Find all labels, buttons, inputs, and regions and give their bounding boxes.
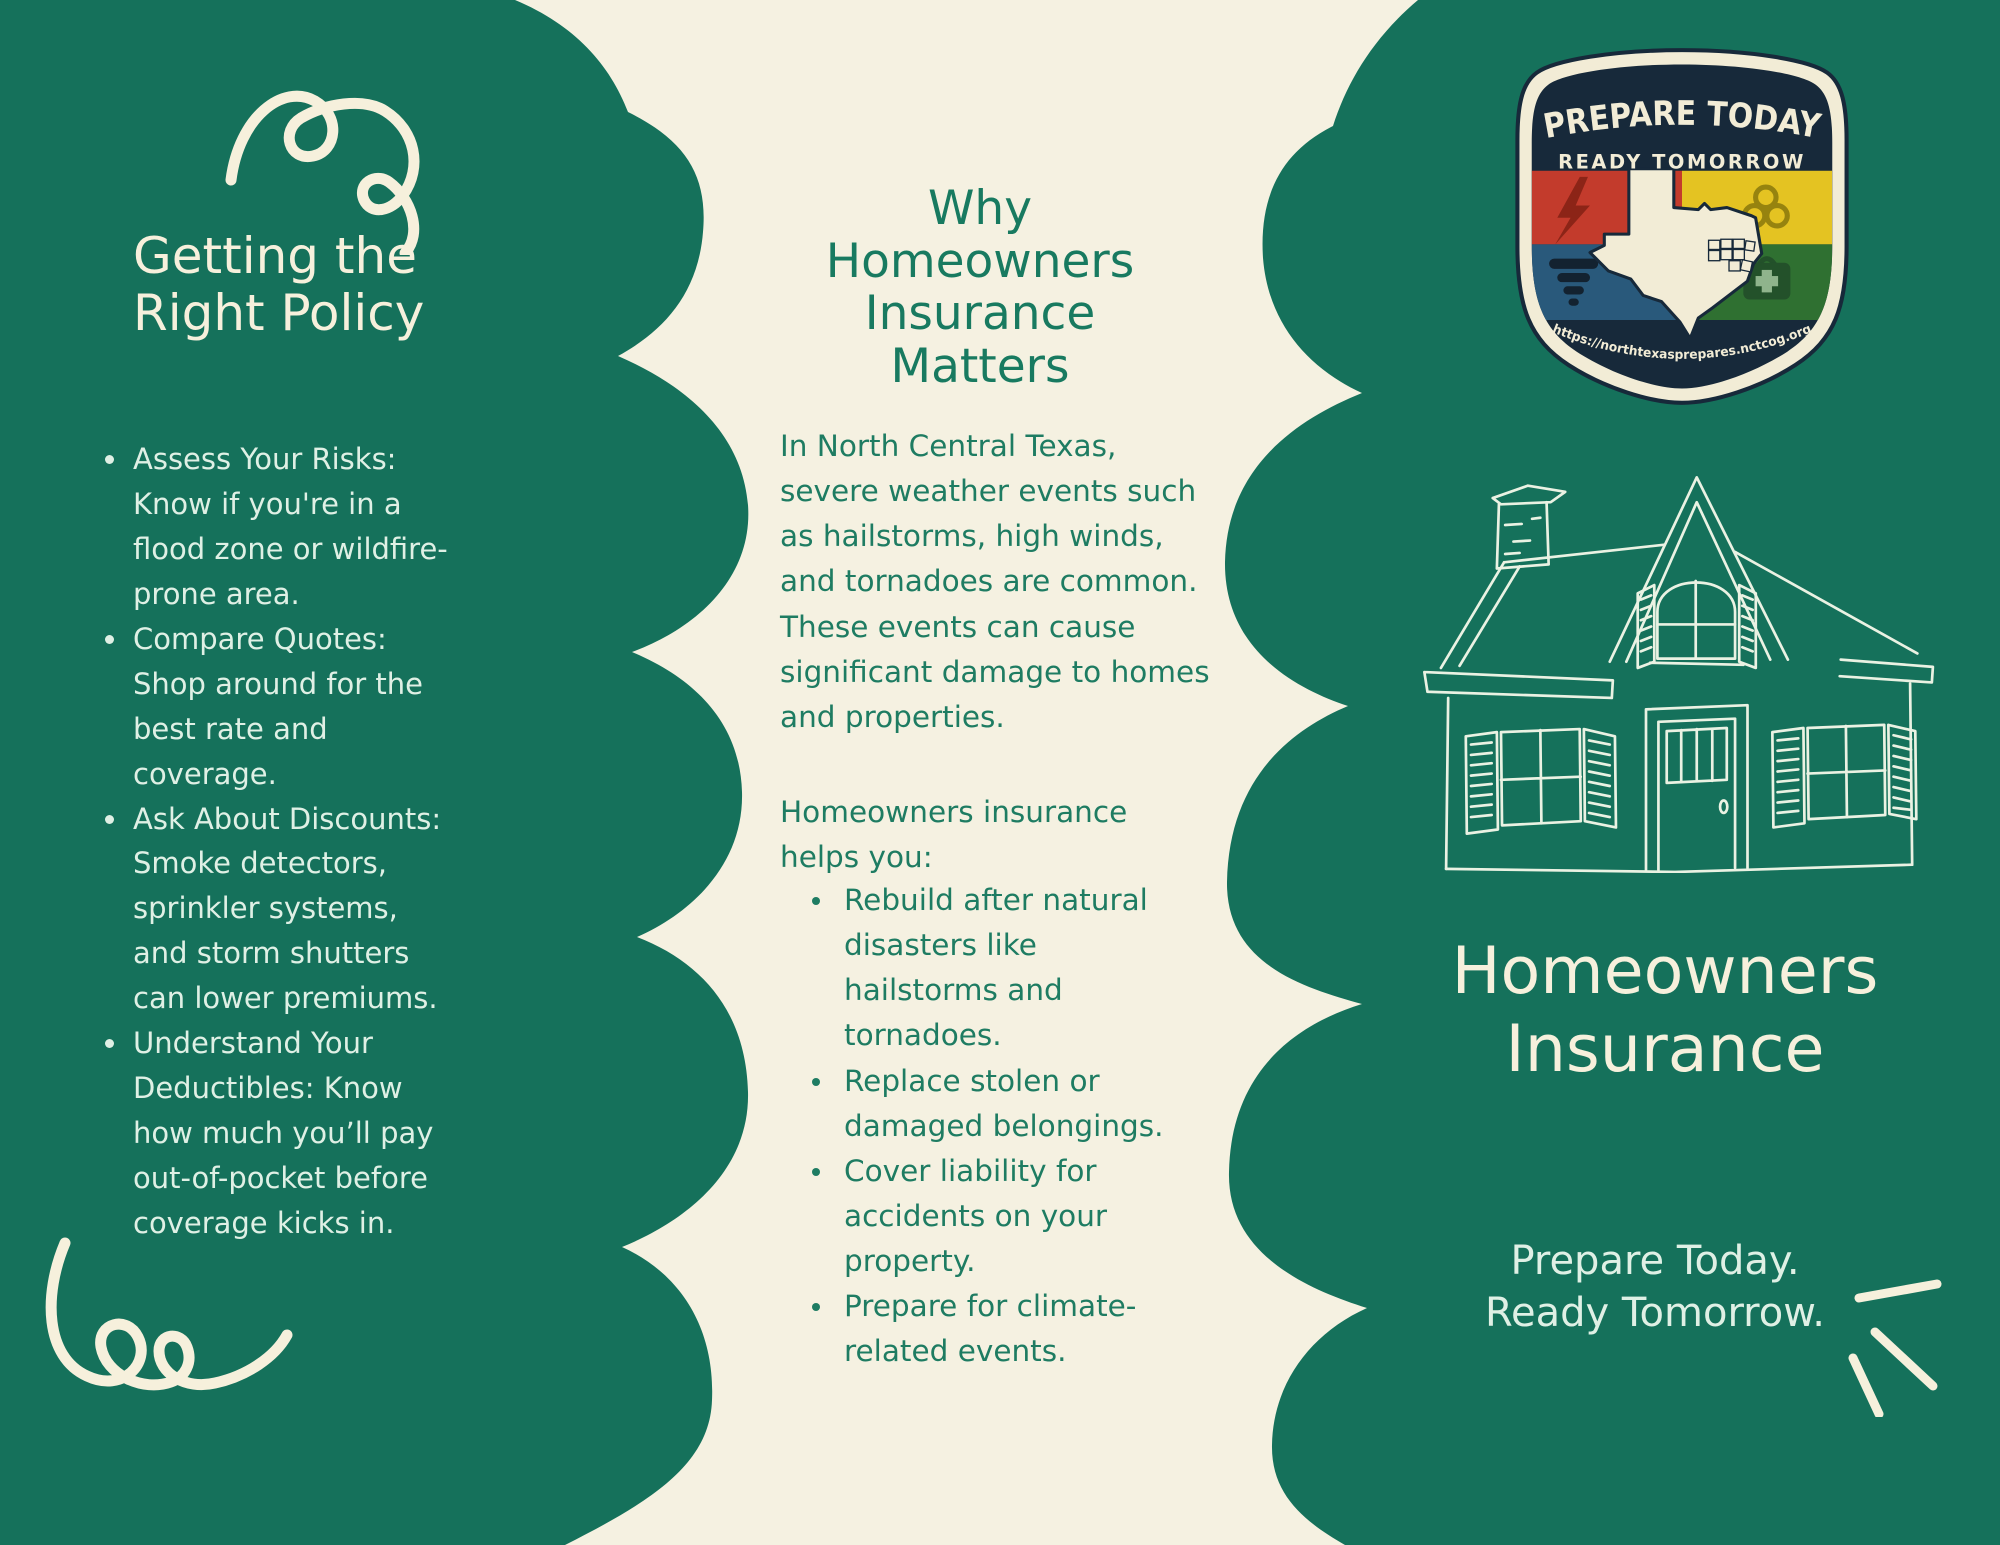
middle-panel-intro: Homeowners insurance helps you:	[780, 795, 1128, 875]
tagline-line: Prepare Today.	[1510, 1238, 1800, 1284]
left-panel-list	[105, 437, 455, 1246]
list-item: Rebuild after natural disasters like hailstorms and tornadoes.	[812, 878, 1184, 1059]
left-panel-heading: Getting the Right Policy	[133, 227, 425, 342]
list-item: Assess Your Risks: Know if you're in a flood zone or wildfire-prone area.	[105, 437, 455, 617]
squiggle-top-left-icon	[225, 55, 460, 255]
middle-panel-heading: Why Homeowners Insurance Matters	[825, 181, 1135, 394]
arched-window	[1638, 581, 1756, 668]
list-item: Compare Quotes: Shop around for the best rate and coverage.	[105, 617, 455, 797]
house-line-art	[1405, 438, 1945, 873]
list-item: Prepare for climate-related events.	[812, 1284, 1184, 1374]
list-item: Understand Your Deductibles: Know how much you’ll pay out-of-pocket before coverage kicks in.	[105, 1021, 455, 1246]
tagline-line: Ready Tomorrow.	[1485, 1290, 1825, 1336]
sparkle-dashes-icon	[1845, 1272, 1950, 1417]
badge-url-text: https://northtexasprepares.nctcog.org	[1550, 321, 1814, 363]
prepare-today-badge	[1498, 44, 1866, 412]
list-item: Replace stolen or damaged belongings.	[812, 1059, 1184, 1149]
badge-subtitle-text: READY TOMORROW	[1558, 150, 1806, 174]
front-door	[1646, 705, 1748, 870]
middle-panel-paragraph: In North Central Texas, severe weather events such as hailstorms, high winds, and tornadoes are common. These events can cause significant damage to homes and properties.	[780, 429, 1210, 734]
squiggle-bottom-left-icon	[35, 1235, 305, 1445]
list-item: Ask About Discounts: Smoke detectors, sprinkler systems, and storm shutters can lower premiums.	[105, 797, 455, 1022]
right-panel-title: Homeowners Insurance	[1451, 934, 1879, 1087]
left-window	[1466, 729, 1616, 834]
right-window	[1772, 725, 1916, 828]
list-item: Cover liability for accidents on your property.	[812, 1149, 1184, 1284]
middle-panel-list	[812, 878, 1184, 1374]
badge-title-text: PREPARE TODAY	[1540, 93, 1827, 147]
right-panel-tagline	[1425, 1235, 1885, 1339]
